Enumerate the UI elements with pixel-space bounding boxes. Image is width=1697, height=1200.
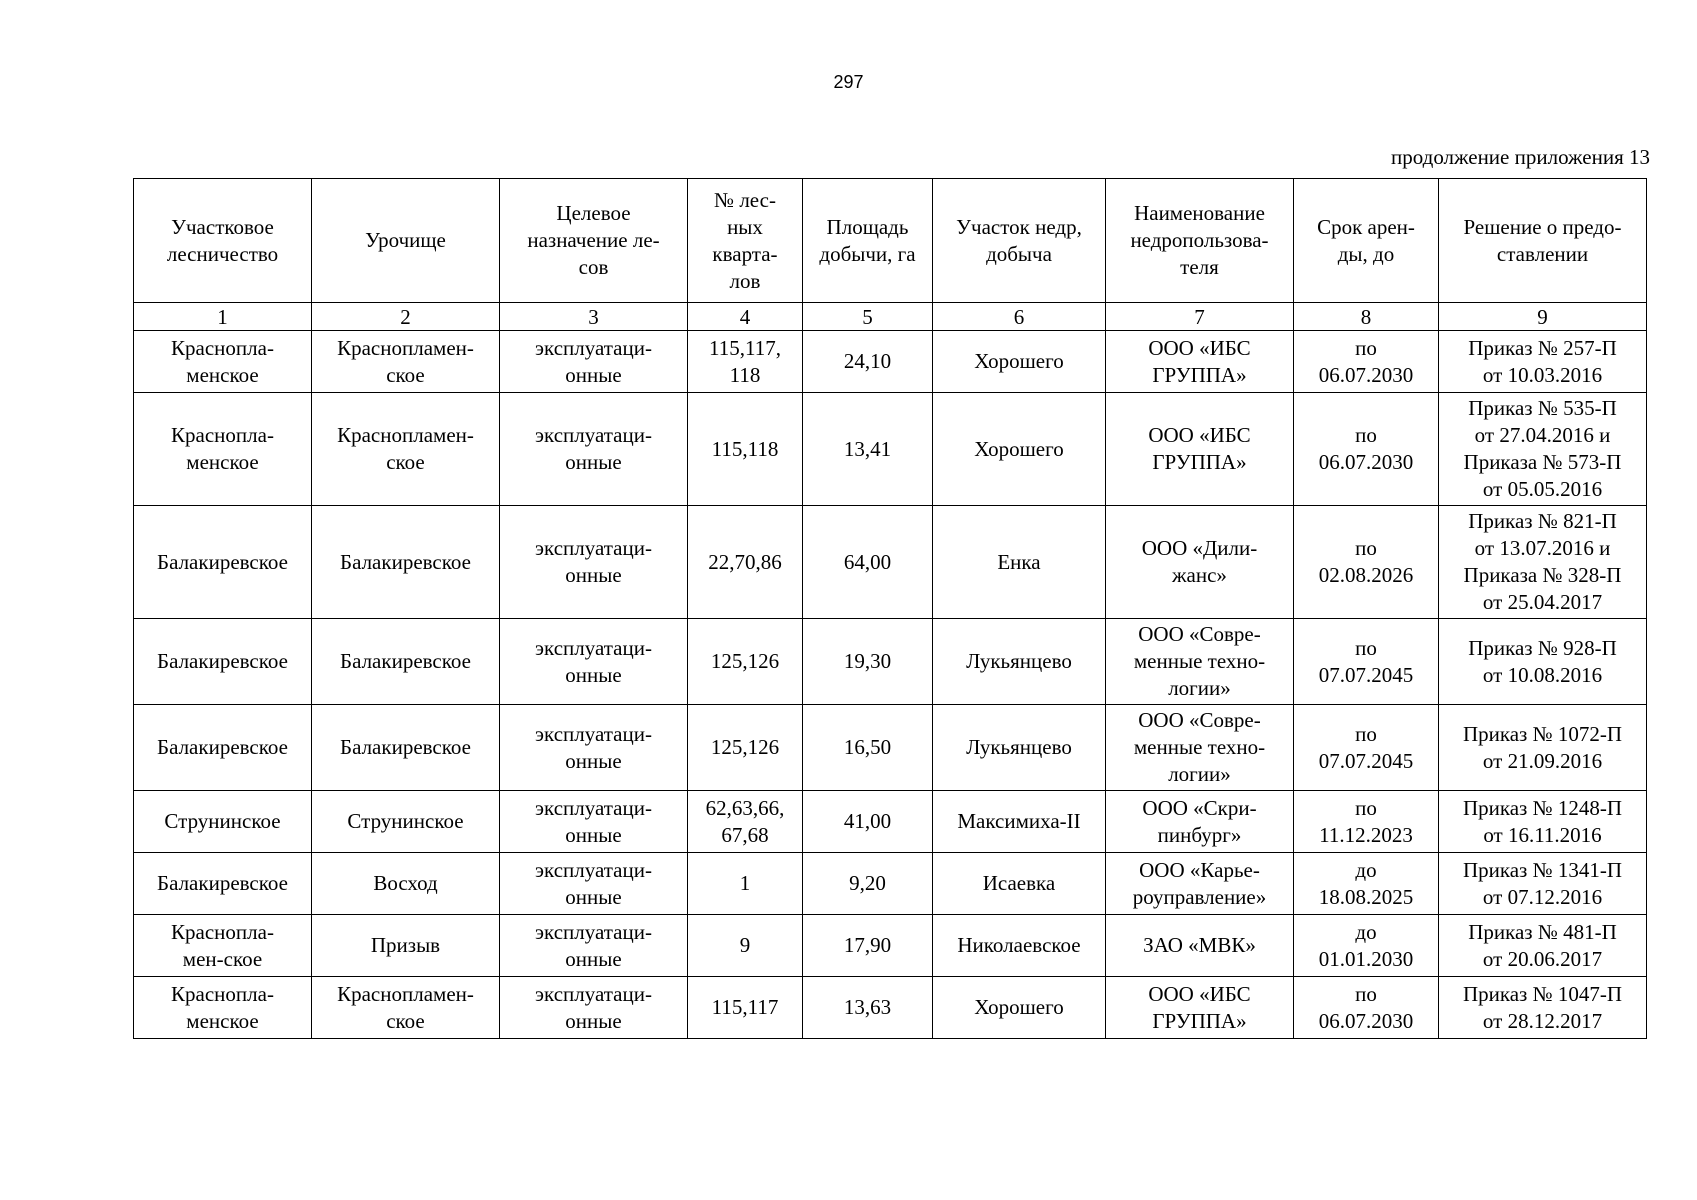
- column-number: 9: [1439, 303, 1647, 331]
- table-cell: Струнинское: [312, 791, 500, 853]
- table-cell: эксплуатаци- онные: [500, 791, 688, 853]
- table-cell: Краснопла- мен-ское: [134, 915, 312, 977]
- header-cell: Наименование недропользова- теля: [1106, 179, 1294, 303]
- column-number: 8: [1294, 303, 1439, 331]
- page-number: 297: [833, 72, 864, 92]
- table-cell: Балакиревское: [134, 619, 312, 705]
- column-number: 7: [1106, 303, 1294, 331]
- table-cell: ООО «Карье- роуправление»: [1106, 853, 1294, 915]
- header-cell: Площадь добычи, га: [803, 179, 933, 303]
- table-cell: эксплуатаци- онные: [500, 915, 688, 977]
- table-cell: эксплуатаци- онные: [500, 619, 688, 705]
- header-row: [134, 179, 1647, 303]
- table-cell: 9: [688, 915, 803, 977]
- header-cell: Участок недр, добыча: [933, 179, 1106, 303]
- table-row: [134, 791, 1647, 853]
- table-cell: Краснопламен- ское: [312, 977, 500, 1039]
- table-row: [134, 331, 1647, 393]
- table-cell: до 01.01.2030: [1294, 915, 1439, 977]
- table-cell: ООО «Дили- жанс»: [1106, 506, 1294, 619]
- table-row: [134, 915, 1647, 977]
- table-cell: Краснопламен- ское: [312, 393, 500, 506]
- table-cell: ООО «Совре- менные техно- логии»: [1106, 705, 1294, 791]
- table-cell: 64,00: [803, 506, 933, 619]
- appendix-table: [133, 178, 1647, 1039]
- table-cell: Балакиревское: [134, 506, 312, 619]
- table-cell: Хорошего: [933, 977, 1106, 1039]
- table-cell: Струнинское: [134, 791, 312, 853]
- table-cell: 16,50: [803, 705, 933, 791]
- table-cell: до 18.08.2025: [1294, 853, 1439, 915]
- table-cell: 13,63: [803, 977, 933, 1039]
- column-number-row: [134, 303, 1647, 331]
- header-cell: № лес- ных кварта- лов: [688, 179, 803, 303]
- table-cell: Приказ № 535-П от 27.04.2016 и Приказа № 573-П от 05.05.2016: [1439, 393, 1647, 506]
- table-cell: Лукьянцево: [933, 619, 1106, 705]
- header-cell: Урочище: [312, 179, 500, 303]
- table-cell: Николаевское: [933, 915, 1106, 977]
- table-row: [134, 977, 1647, 1039]
- header-cell: Срок арен- ды, до: [1294, 179, 1439, 303]
- table-cell: ООО «ИБС ГРУППА»: [1106, 393, 1294, 506]
- header-cell: Участковое лесничество: [134, 179, 312, 303]
- table-cell: Балакиревское: [312, 619, 500, 705]
- table-cell: Краснопла- менское: [134, 331, 312, 393]
- column-number: 1: [134, 303, 312, 331]
- table-cell: по 07.07.2045: [1294, 619, 1439, 705]
- table-cell: по 11.12.2023: [1294, 791, 1439, 853]
- table-cell: Балакиревское: [312, 705, 500, 791]
- table-cell: Приказ № 1047-П от 28.12.2017: [1439, 977, 1647, 1039]
- column-number: 2: [312, 303, 500, 331]
- table-cell: эксплуатаци- онные: [500, 331, 688, 393]
- table-cell: Хорошего: [933, 393, 1106, 506]
- table-cell: 115,117, 118: [688, 331, 803, 393]
- table-cell: Восход: [312, 853, 500, 915]
- column-number: 5: [803, 303, 933, 331]
- header-cell: Целевое назначение ле- сов: [500, 179, 688, 303]
- table-cell: 115,117: [688, 977, 803, 1039]
- column-number: 6: [933, 303, 1106, 331]
- table-cell: Лукьянцево: [933, 705, 1106, 791]
- table-cell: 19,30: [803, 619, 933, 705]
- table-row: [134, 393, 1647, 506]
- table-cell: Приказ № 257-П от 10.03.2016: [1439, 331, 1647, 393]
- table-cell: ООО «ИБС ГРУППА»: [1106, 977, 1294, 1039]
- table-cell: по 06.07.2030: [1294, 331, 1439, 393]
- table-cell: Максимиха-II: [933, 791, 1106, 853]
- table-cell: по 06.07.2030: [1294, 393, 1439, 506]
- table-cell: 13,41: [803, 393, 933, 506]
- table-cell: 24,10: [803, 331, 933, 393]
- table-cell: ООО «Скри- пинбург»: [1106, 791, 1294, 853]
- column-number: 3: [500, 303, 688, 331]
- table-cell: эксплуатаци- онные: [500, 705, 688, 791]
- table-cell: по 07.07.2045: [1294, 705, 1439, 791]
- table-cell: Краснопла- менское: [134, 977, 312, 1039]
- table-cell: эксплуатаци- онные: [500, 393, 688, 506]
- table-cell: 125,126: [688, 619, 803, 705]
- table-cell: 125,126: [688, 705, 803, 791]
- table-cell: 115,118: [688, 393, 803, 506]
- table-cell: 1: [688, 853, 803, 915]
- table-cell: эксплуатаци- онные: [500, 853, 688, 915]
- continuation-note: продолжение приложения 13: [1391, 145, 1650, 169]
- table-cell: Исаевка: [933, 853, 1106, 915]
- table-cell: Краснопламен- ское: [312, 331, 500, 393]
- table-cell: Призыв: [312, 915, 500, 977]
- table-cell: Краснопла- менское: [134, 393, 312, 506]
- header-cell: Решение о предо- ставлении: [1439, 179, 1647, 303]
- table-cell: Приказ № 821-П от 13.07.2016 и Приказа № 328-П от 25.04.2017: [1439, 506, 1647, 619]
- table-cell: Енка: [933, 506, 1106, 619]
- table-cell: 17,90: [803, 915, 933, 977]
- table-cell: ЗАО «МВК»: [1106, 915, 1294, 977]
- table-row: [134, 619, 1647, 705]
- table-cell: Балакиревское: [134, 705, 312, 791]
- table-cell: Хорошего: [933, 331, 1106, 393]
- table-cell: ООО «Совре- менные техно- логии»: [1106, 619, 1294, 705]
- table-cell: 22,70,86: [688, 506, 803, 619]
- table-cell: Приказ № 1341-П от 07.12.2016: [1439, 853, 1647, 915]
- table-cell: ООО «ИБС ГРУППА»: [1106, 331, 1294, 393]
- column-number: 4: [688, 303, 803, 331]
- table-cell: 62,63,66, 67,68: [688, 791, 803, 853]
- table-row: [134, 506, 1647, 619]
- table-cell: Балакиревское: [134, 853, 312, 915]
- table-cell: Балакиревское: [312, 506, 500, 619]
- table-cell: эксплуатаци- онные: [500, 977, 688, 1039]
- table-cell: по 06.07.2030: [1294, 977, 1439, 1039]
- table-cell: Приказ № 928-П от 10.08.2016: [1439, 619, 1647, 705]
- table-cell: Приказ № 481-П от 20.06.2017: [1439, 915, 1647, 977]
- table-cell: 41,00: [803, 791, 933, 853]
- table-cell: эксплуатаци- онные: [500, 506, 688, 619]
- table-cell: 9,20: [803, 853, 933, 915]
- table-row: [134, 705, 1647, 791]
- table-cell: Приказ № 1248-П от 16.11.2016: [1439, 791, 1647, 853]
- table-cell: Приказ № 1072-П от 21.09.2016: [1439, 705, 1647, 791]
- table-cell: по 02.08.2026: [1294, 506, 1439, 619]
- table-row: [134, 853, 1647, 915]
